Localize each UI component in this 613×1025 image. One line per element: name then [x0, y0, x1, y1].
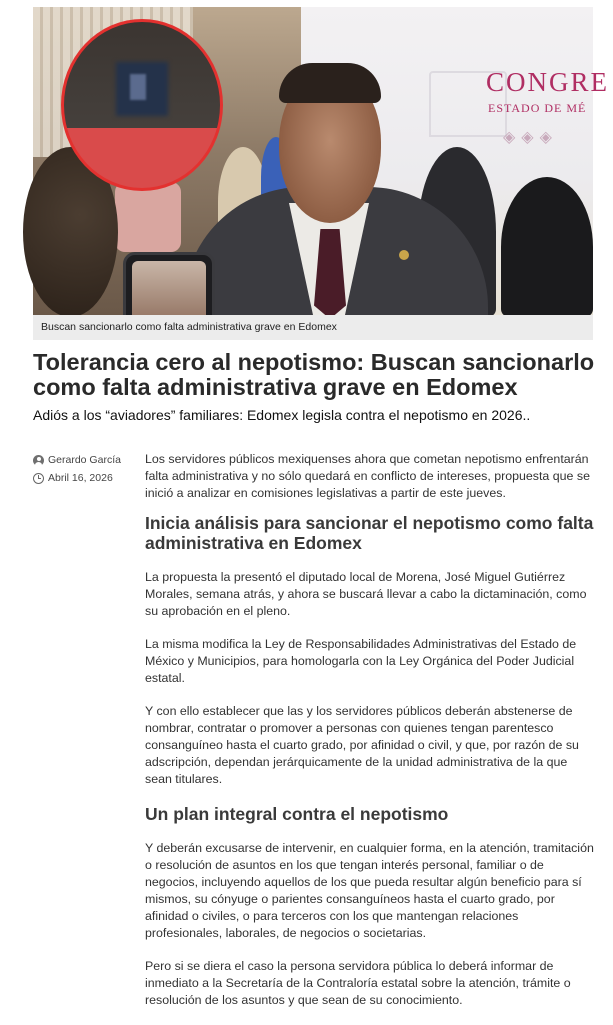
author-row: [33, 451, 143, 469]
publish-date: Abril 16, 2026: [48, 472, 113, 484]
article-subtitle: Adiós a los “aviadores” familiares: Edomex legisla contra el nepotismo en 2026..: [33, 407, 531, 423]
author-name[interactable]: Gerardo García: [48, 454, 121, 466]
paragraph: Pero si se diera el caso la persona servidora pública lo deberá informar de inmediato a la Secretaría de la Contraloría estatal sobre la atención, trámite o resolución de los asuntos y que sean de su conocimiento.: [145, 959, 571, 1007]
paragraph: La misma modifica la Ley de Responsabilidades Administrativas del Estado de México y Municipios, para homologarla con la Ley Orgánica del Poder Judicial estatal.: [145, 637, 577, 685]
lapel-pin: [399, 250, 409, 260]
section-heading: Inicia análisis para sancionar el nepotismo como falta administrativa en Edomex: [145, 513, 594, 553]
photo-caption: Buscan sancionarlo como falta administrativa grave en Edomex: [33, 315, 593, 340]
banner-title: CONGRE: [486, 67, 610, 97]
section-heading: Un plan integral contra el nepotismo: [145, 804, 449, 824]
paragraph: Y con ello establecer que las y los servidores públicos deberán abstenerse de nombrar, contratar o promover a personas con quienes tengan parentesco consanguíneo hasta el cuarto grado, por afinidad o civil, y que, por razón de su adscripción, dependan jerárquicamente de la unidad administrativa de la que sean titulares.: [145, 704, 579, 786]
paragraph: Y deberán excusarse de intervenir, en cualquier forma, en la atención, tramitación o resolución de asuntos en los que tengan interés personal, familiar o de negocios, incluyendo aquellos de los que pueda resultar algún beneficio para sí mismos, su cónyuge o parientes consanguíneos hasta el cuarto grado, por afinidad o civiles, o para terceros con los que mantengan relaciones profesionales, laborales, de negocios o societarias.: [145, 841, 594, 940]
article-meta: [33, 451, 143, 487]
banner-subtitle: ESTADO DE MÉ: [488, 101, 587, 115]
date-row: [33, 469, 143, 487]
zoom-circle-highlight: [61, 19, 223, 191]
hero-photo: [33, 7, 610, 315]
user-icon: [33, 455, 44, 466]
article-title: Tolerancia cero al nepotismo: Buscan sancionarlo como falta administrativa grave en Edomex: [33, 349, 595, 400]
paragraph: Los servidores públicos mexiquenses ahora que cometan nepotismo enfrentarán falta administrativa y no sólo quedará en conflicto de intereses, propuesta que se inició a analizar en comisiones legislativas a partir de este jueves.: [145, 452, 590, 500]
paragraph: La propuesta la presentó el diputado local de Morena, José Miguel Gutiérrez Morales, semana atrás, y ahora se buscará llevar a cabo la dictaminación, como su aprobación en el pleno.: [145, 570, 587, 618]
banner-ornaments: ◈◈◈: [503, 129, 558, 146]
article-body: [145, 451, 595, 1025]
clock-icon: [33, 473, 44, 484]
